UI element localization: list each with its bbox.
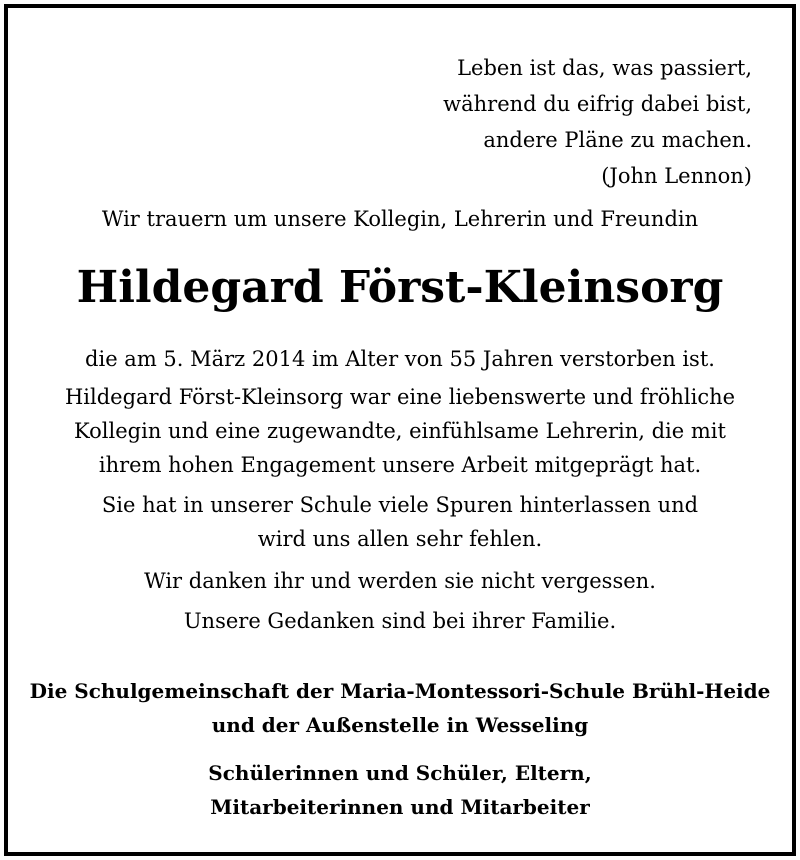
family-line — [8, 604, 792, 638]
thanks-line — [8, 564, 792, 598]
quote-attribution: (John Lennon) — [601, 164, 752, 188]
legacy-line: wird uns allen sehr fehlen. — [257, 527, 543, 551]
thanks-text: Wir danken ihr und werden sie nicht vergessen. — [144, 569, 656, 593]
tribute-line: Hildegard Först-Kleinsorg war eine liebenswerte und fröhliche — [64, 385, 736, 409]
death-line — [8, 342, 792, 376]
family-text: Unsere Gedanken sind bei ihrer Familie. — [183, 609, 617, 633]
epigraph-quote — [443, 50, 752, 194]
signature-line: und der Außenstelle in Wesseling — [211, 713, 589, 737]
obituary-notice — [4, 4, 796, 856]
quote-line: Leben ist das, was passiert, — [457, 56, 752, 80]
signature-members — [8, 756, 792, 824]
tribute-line: Kollegin und eine zugewandte, einfühlsame Lehrerin, die mit — [74, 419, 726, 443]
quote-line: andere Pläne zu machen. — [483, 128, 752, 152]
tribute-line: ihrem hohen Engagement unsere Arbeit mitgeprägt hat. — [98, 453, 702, 477]
signature-school — [8, 674, 792, 742]
death-line-text: die am 5. März 2014 im Alter von 55 Jahren verstorben ist. — [85, 347, 715, 371]
legacy-paragraph — [8, 488, 792, 556]
tribute-paragraph — [8, 380, 792, 482]
legacy-line: Sie hat in unserer Schule viele Spuren hinterlassen und — [101, 493, 699, 517]
signature-line: Schülerinnen und Schüler, Eltern, — [208, 761, 592, 785]
quote-line: während du eifrig dabei bist, — [443, 92, 752, 116]
signature-line: Die Schulgemeinschaft der Maria-Montessori-Schule Brühl-Heide — [29, 679, 771, 703]
deceased-name: Hildegard Först-Kleinsorg — [76, 262, 724, 313]
signature-line: Mitarbeiterinnen und Mitarbeiter — [210, 795, 590, 819]
intro-line: Wir trauern um unsere Kollegin, Lehrerin und Freundin — [101, 207, 699, 231]
